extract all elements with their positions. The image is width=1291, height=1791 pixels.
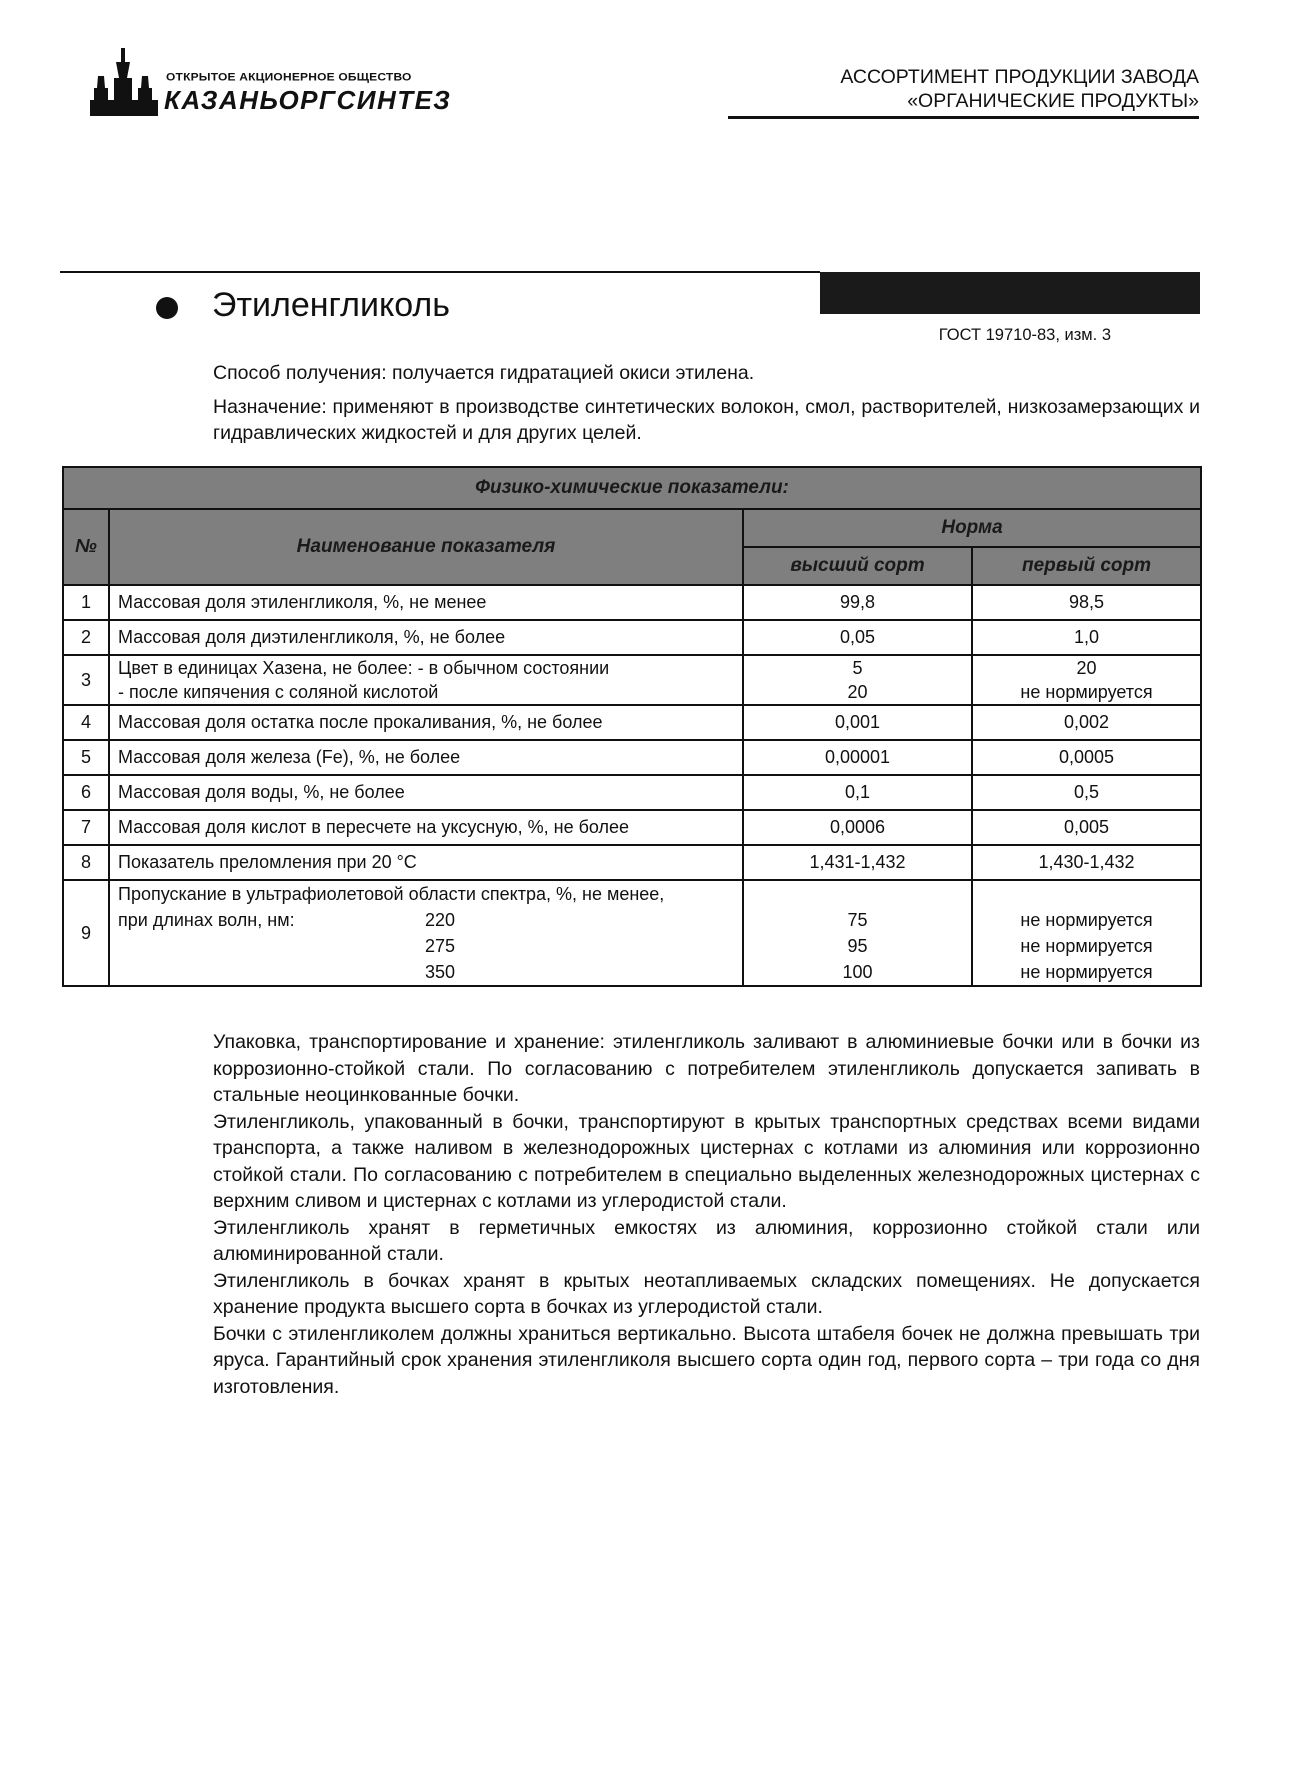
body-paragraph: Бочки с этиленгликолем должны храниться вертикально. Высота штабеля бочек не должна превышать три яруса. Гарантийный срок хранения этиленгликоля высшего сорта один год, первого сорта – три года со дня изготовления. [213,1322,1200,1398]
value-line: 75 [847,910,868,930]
row-name: Массовая доля воды, %, не более [109,775,743,810]
row-first-grade: 0,002 [972,705,1201,740]
row-number: 7 [63,810,109,845]
value-line: 5 [852,658,863,678]
table-caption: Физико-химические показатели: [63,467,1201,509]
row-first-grade: 98,5 [972,585,1201,620]
section-divider [60,271,820,273]
row-name [109,880,743,986]
wavelength-value: 275 [424,936,456,956]
row-first-grade: 0,5 [972,775,1201,810]
wavelength-value: 350 [424,962,456,982]
row-name: Массовая доля остатка после прокаливания, %, не более [109,705,743,740]
body-paragraph: Этиленгликоль в бочках хранят в крытых неотапливаемых складских помещениях. Не допускается хранение продукта высшего сорта в бочках из углеродистой стали. [213,1269,1200,1318]
value-line: не нормируется [1020,962,1153,982]
col-header-name: Наименование показателя [109,509,743,585]
row-name: Показатель преломления при 20 °С [109,845,743,880]
row-first-grade: 0,005 [972,810,1201,845]
body-paragraph: Упаковка, транспортирование и хранение: этиленгликоль заливают в алюминиевые бочки или в бочки из коррозионно-стойкой стали. По согласованию с потребителем этиленгликоль допускается запивать в стальные неоцинкованные бочки. [213,1031,1200,1106]
row-number: 5 [63,740,109,775]
row-top-grade: 0,05 [743,620,972,655]
row-number: 2 [63,620,109,655]
value-line: 100 [842,962,873,982]
row-number: 9 [63,880,109,986]
company-logo [90,48,490,118]
row-top-grade: 0,0006 [743,810,972,845]
row-first-grade: 1,0 [972,620,1201,655]
table-row [63,880,1201,986]
row-name-line: при длинах волн, нм: [118,910,295,930]
row-number: 4 [63,705,109,740]
wavelength-value: 220 [424,910,456,930]
company-name: КАЗАНЬОРГСИНТЕЗ [164,85,452,115]
col-header-num: № [63,509,109,585]
gost-reference: ГОСТ 19710-83, изм. 3 [938,326,1111,344]
row-name: Массовая доля кислот в пересчете на уксусную, %, не более [109,810,743,845]
product-title: Этиленгликоль [212,286,450,324]
row-name: Массовая доля железа (Fe), %, не более [109,740,743,775]
row-name-line: Цвет в единицах Хазена, не более: - в обычном состоянии [118,658,610,678]
storage-section [213,1029,1200,1400]
body-paragraph: Этиленгликоль, упакованный в бочки, транспортируют в крытых транспортных средствах всеми видами транспорта, а также наливом в железнодорожных цистернах с котлами из алюминия или коррозионно стойкой стали. По согласованию с потребителем в специально выделенных железнодорожных цистернах с верхним сливом и цистернах с котлами из углеродистой стали. [213,1110,1200,1212]
uv-wavelength-line [118,907,734,933]
uv-wavelength-line [118,959,734,985]
col-header-norm: Норма [743,509,1201,547]
catalog-heading [840,65,1199,113]
table-row [63,810,1201,845]
col-header-first-grade: первый сорт [972,547,1201,585]
production-method: Способ получения: получается гидратацией окиси этилена. [213,362,755,384]
value-line: не нормируется [1020,682,1153,702]
kremlin-logo-icon [90,48,158,118]
row-top-grade: 0,00001 [743,740,972,775]
value-line: 20 [1076,658,1097,678]
row-number: 6 [63,775,109,810]
row-number: 8 [63,845,109,880]
table-row [63,845,1201,880]
table-row [63,740,1201,775]
row-first-grade [972,880,1201,986]
row-name [109,655,743,705]
product-purpose: Назначение: применяют в производстве синтетических волокон, смол, растворителей, низкозамерзающих и гидравлических жидкостей и для других целей. [213,396,1200,444]
catalog-heading-line1: АССОРТИМЕНТ ПРОДУКЦИИ ЗАВОДА [840,66,1199,88]
row-top-grade: 1,431-1,432 [743,845,972,880]
value-line: 95 [847,936,868,956]
row-top-grade [743,655,972,705]
value-line: не нормируется [1020,910,1153,930]
catalog-heading-line2: «ОРГАНИЧЕСКИЕ ПРОДУКТЫ» [907,90,1199,112]
row-number: 1 [63,585,109,620]
header-divider [728,116,1199,119]
table-row [63,620,1201,655]
table-row [63,705,1201,740]
row-top-grade: 0,1 [743,775,972,810]
row-name: Массовая доля этиленгликоля, %, не менее [109,585,743,620]
row-top-grade: 0,001 [743,705,972,740]
section-bar [820,272,1200,314]
body-paragraph: Этиленгликоль хранят в герметичных емкостях из алюминия, коррозионно стойкой стали или алюминированной стали. [213,1216,1200,1265]
col-header-top-grade: высший сорт [743,547,972,585]
row-first-grade [972,655,1201,705]
table-row [63,655,1201,705]
uv-wavelength-line [118,933,734,959]
value-line: 20 [847,682,868,702]
specs-table [62,466,1202,987]
row-first-grade: 1,430-1,432 [972,845,1201,880]
row-name: Массовая доля диэтиленгликоля, %, не более [109,620,743,655]
row-top-grade [743,880,972,986]
row-number: 3 [63,655,109,705]
table-row [63,775,1201,810]
row-top-grade: 99,8 [743,585,972,620]
row-name-line: Пропускание в ультрафиолетовой области спектра, %, не менее, [118,884,665,904]
bullet-icon [156,297,178,319]
value-line: не нормируется [1020,936,1153,956]
company-type-label: ОТКРЫТОЕ АКЦИОНЕРНОЕ ОБЩЕСТВО [166,70,412,84]
row-first-grade: 0,0005 [972,740,1201,775]
table-row [63,585,1201,620]
row-name-line: - после кипячения с соляной кислотой [118,682,439,702]
